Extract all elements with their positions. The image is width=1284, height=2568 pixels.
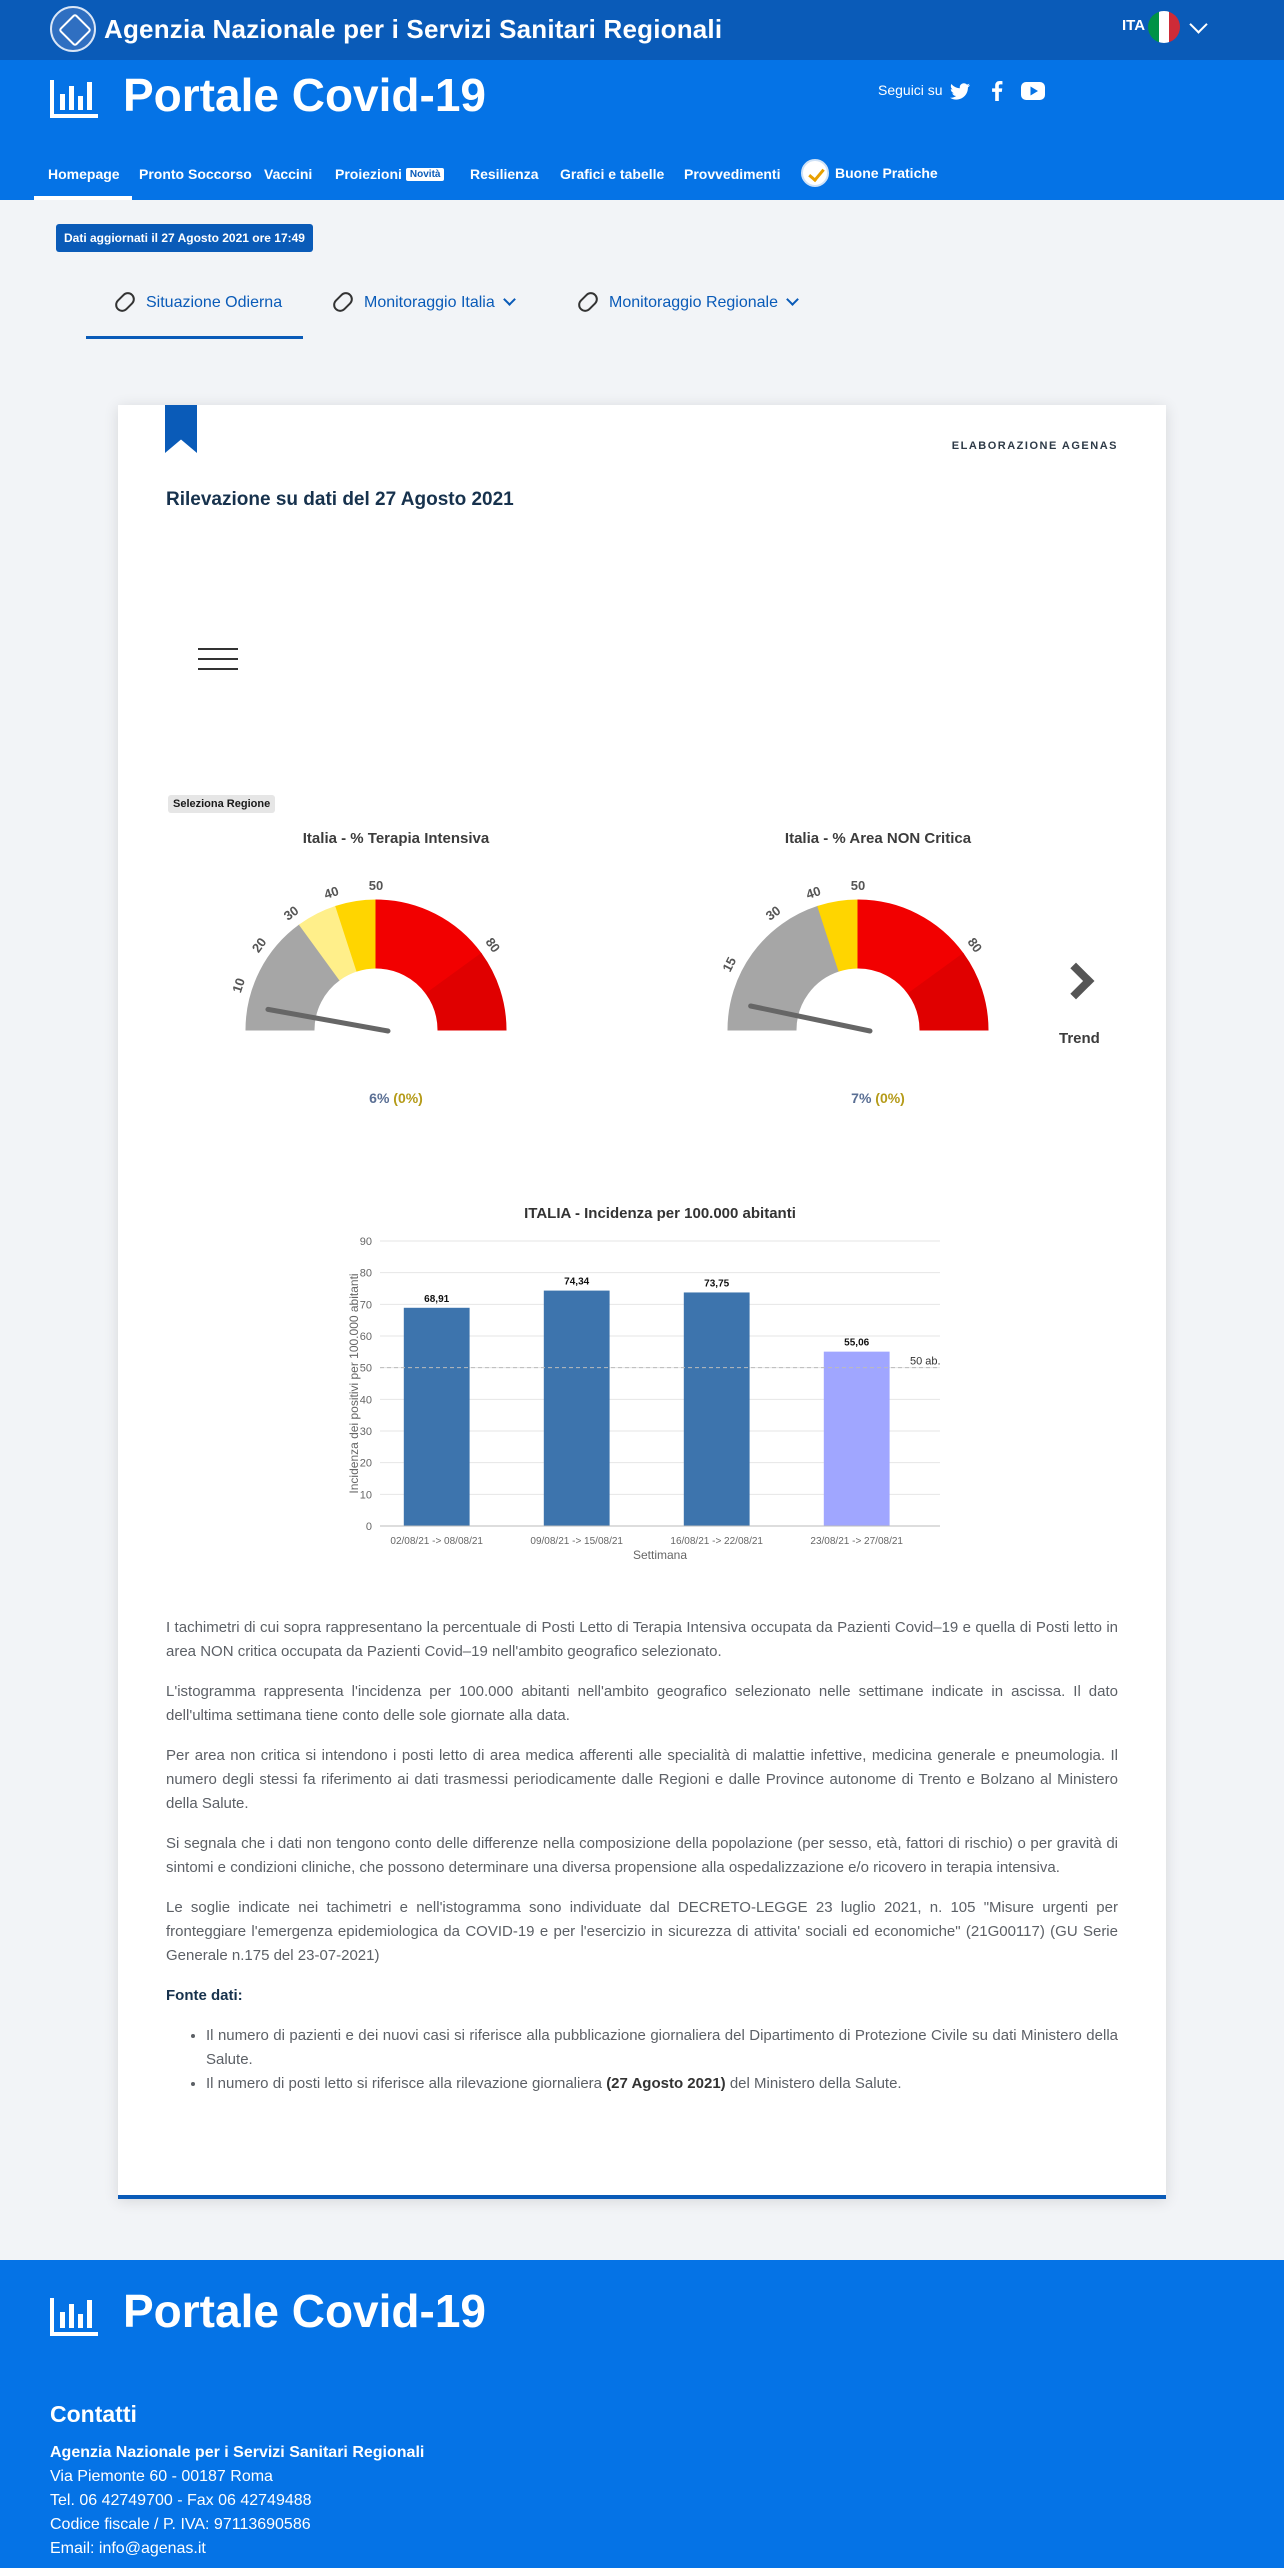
nav-vaccini[interactable]: Vaccini bbox=[264, 166, 313, 182]
gauge-delta: (0%) bbox=[875, 1090, 905, 1106]
gauge-tick-label: 80 bbox=[964, 934, 986, 956]
gauge-tick-label: 20 bbox=[248, 934, 270, 956]
gauge-value-terapia-intensiva bbox=[336, 1090, 456, 1106]
y-tick-label: 20 bbox=[359, 1457, 372, 1470]
tab-label: Monitoraggio Italia bbox=[364, 294, 495, 311]
x-tick-label: 23/08/21 -> 27/08/21 bbox=[810, 1536, 903, 1547]
nav-buone-pratiche-label: Buone Pratiche bbox=[835, 165, 938, 181]
incidence-bar-chart bbox=[338, 1198, 958, 1573]
y-tick-label: 40 bbox=[359, 1394, 372, 1407]
trend-link[interactable]: Trend bbox=[1059, 1030, 1100, 1047]
tab-situazione-odierna[interactable] bbox=[114, 294, 282, 312]
bar-value-label: 55,06 bbox=[844, 1337, 870, 1349]
link-icon bbox=[330, 289, 355, 314]
x-tick-label: 02/08/21 -> 08/08/21 bbox=[390, 1536, 483, 1547]
footer-address: Via Piemonte 60 - 00187 Roma bbox=[50, 2468, 273, 2485]
nav-proiezioni[interactable] bbox=[335, 166, 444, 182]
y-tick-label: 60 bbox=[359, 1331, 372, 1343]
link-icon bbox=[112, 289, 137, 314]
bar bbox=[404, 1308, 470, 1526]
section-tabs bbox=[0, 280, 1284, 340]
x-tick-label: 09/08/21 -> 15/08/21 bbox=[530, 1536, 623, 1547]
y-tick-label: 70 bbox=[359, 1299, 372, 1312]
nav-resilienza[interactable]: Resilienza bbox=[470, 166, 539, 182]
select-region-button[interactable]: Seleziona Regione bbox=[168, 795, 275, 813]
new-badge: Novità bbox=[406, 168, 445, 181]
bar-chart-logo-icon bbox=[50, 80, 98, 118]
gauge-tick-label: 40 bbox=[804, 883, 823, 902]
language-label[interactable]: ITA bbox=[1122, 17, 1146, 34]
gauge-delta: (0%) bbox=[393, 1090, 423, 1106]
bar-chart-logo-icon bbox=[50, 2298, 98, 2336]
gauge-percent: 7% bbox=[851, 1090, 872, 1106]
nav-homepage[interactable]: Homepage bbox=[48, 166, 120, 182]
gauge-area-non-critica bbox=[698, 870, 1018, 1050]
portal-title[interactable]: Portale Covid-19 bbox=[123, 69, 486, 121]
y-tick-label: 0 bbox=[365, 1521, 372, 1533]
gauge-value-area-non-critica bbox=[818, 1090, 938, 1106]
tab-label: Situazione Odierna bbox=[146, 294, 283, 311]
source-heading: Fonte dati: bbox=[166, 1987, 243, 2004]
chevron-right-icon[interactable] bbox=[1058, 963, 1095, 1000]
description-p1: I tachimetri di cui sopra rappresentano la percentuale di Posti Letto di Terapia Intensiva occupata da Pazienti Covid–19 e quella di Posti letto in area NON critica occupata da Pazienti Covid–19 nell'ambito geografico selezionato. bbox=[166, 1619, 1118, 1660]
gauge-tick-label: 50 bbox=[850, 878, 866, 893]
gauge-tick-label: 80 bbox=[482, 934, 504, 956]
menu-icon[interactable] bbox=[198, 648, 238, 674]
last-updated-badge: Dati aggiornati il 27 Agosto 2021 ore 17:49 bbox=[56, 224, 313, 252]
y-axis-label: Incidenza dei positivi per 100.000 abitanti bbox=[347, 1273, 361, 1494]
survey-heading: Rilevazione su dati del 27 Agosto 2021 bbox=[166, 489, 514, 510]
main-nav bbox=[0, 160, 1284, 200]
source-item-2-date: (27 Agosto 2021) bbox=[606, 2075, 726, 2092]
chart-title: ITALIA - Incidenza per 100.000 abitanti bbox=[524, 1205, 796, 1222]
contacts-heading: Contatti bbox=[50, 2401, 137, 2427]
chevron-down-icon bbox=[786, 293, 799, 306]
source-item-2 bbox=[206, 2072, 1118, 2096]
bar bbox=[824, 1352, 890, 1526]
site-header bbox=[0, 60, 1284, 200]
bookmark-icon bbox=[165, 405, 197, 453]
nav-pronto-soccorso[interactable]: Pronto Soccorso bbox=[139, 166, 252, 182]
y-tick-label: 30 bbox=[359, 1426, 372, 1438]
bar-value-label: 74,34 bbox=[564, 1276, 590, 1288]
description-p2: L'istogramma rappresenta l'incidenza per 100.000 abitanti nell'ambito geografico selezionato nelle settimane indicate in ascissa. Il dato dell'ultima settimana tiene conto delle sole giornate alla data. bbox=[166, 1683, 1118, 1724]
x-axis-label: Settimana bbox=[632, 1548, 688, 1562]
chevron-down-icon bbox=[503, 293, 516, 306]
facebook-icon[interactable] bbox=[985, 80, 1009, 102]
bar-value-label: 68,91 bbox=[424, 1293, 450, 1305]
gauge-tick-label: 40 bbox=[322, 883, 341, 902]
source-item-2-pre: Il numero di posti letto si riferisce alla rilevazione giornaliera bbox=[206, 2075, 607, 2092]
description-p3: Per area non critica si intendono i posti letto di area medica afferenti alle specialità di malattie infettive, medicina generale e pneumologia. Il numero degli stessi fa riferimento ai dati trasmessi periodicamente dalle Regioni e dalle Province autonome di Trento e Bolzano al Ministero della Salute. bbox=[166, 1747, 1118, 1812]
footer-portal-title[interactable]: Portale Covid-19 bbox=[123, 2285, 486, 2337]
gauge-percent: 6% bbox=[369, 1090, 390, 1106]
gauge-tick-label: 30 bbox=[762, 902, 784, 924]
description-p5: Le soglie indicate nei tachimetri e nell'istogramma sono individuate dal DECRETO-LEGGE 23 luglio 2021, n. 105 "Misure urgenti per fronteggiare l'emergenza epidemiologica da COVID-19 e per l'esercizio in sicurezza di attivita' sociali ed economiche" (21G00117) (GU Serie Generale n.175 del 23-07-2021) bbox=[166, 1899, 1118, 1964]
bar-value-label: 73,75 bbox=[704, 1278, 730, 1290]
nav-buone-pratiche[interactable] bbox=[801, 159, 938, 187]
description bbox=[166, 1616, 1118, 2096]
x-tick-label: 16/08/21 -> 22/08/21 bbox=[670, 1536, 763, 1547]
top-bar bbox=[0, 0, 1284, 60]
footer-org: Agenzia Nazionale per i Servizi Sanitari Regionali bbox=[50, 2444, 425, 2461]
source-item-1: • Il numero di pazienti e dei nuovi casi si riferisce alla pubblicazione giornaliera del Dipartimento di Protezione Civile su dati Ministero della Salute. bbox=[206, 2024, 1118, 2072]
source-label: ELABORAZIONE AGENAS bbox=[951, 440, 1118, 452]
agency-name[interactable]: Agenzia Nazionale per i Servizi Sanitari Regionali bbox=[104, 14, 723, 44]
nav-grafici-tabelle[interactable]: Grafici e tabelle bbox=[560, 166, 665, 182]
gauge-tick-label: 50 bbox=[368, 878, 384, 893]
twitter-icon[interactable] bbox=[948, 80, 972, 102]
threshold-label: 50 ab. bbox=[910, 1355, 941, 1368]
site-footer bbox=[0, 2260, 1284, 2568]
tab-monitoraggio-regionale[interactable] bbox=[577, 294, 797, 312]
italian-flag-icon[interactable] bbox=[1148, 11, 1180, 43]
footer-fiscal-code: Codice fiscale / P. IVA: 97113690586 bbox=[50, 2516, 311, 2533]
bar bbox=[684, 1292, 750, 1526]
tab-monitoraggio-italia[interactable] bbox=[332, 294, 514, 312]
follow-us-label: Seguici su bbox=[878, 82, 943, 98]
tab-label: Monitoraggio Regionale bbox=[609, 294, 778, 311]
source-list bbox=[206, 2024, 1118, 2096]
nav-proiezioni-label: Proiezioni bbox=[335, 166, 402, 182]
source-item-2-post: del Ministero della Salute. bbox=[725, 2075, 902, 2092]
y-tick-label: 10 bbox=[359, 1489, 372, 1502]
gauge-tick-label: 30 bbox=[280, 902, 302, 924]
gauge-tick-label: 15 bbox=[719, 954, 740, 975]
card-bottom-border bbox=[118, 2195, 1166, 2199]
bar bbox=[544, 1291, 610, 1526]
y-tick-label: 90 bbox=[359, 1236, 372, 1248]
y-tick-label: 50 bbox=[359, 1362, 372, 1375]
gauge-tick-label: 10 bbox=[229, 976, 248, 995]
link-icon bbox=[575, 289, 600, 314]
republic-emblem-icon bbox=[50, 6, 96, 52]
gauge-title-area-non-critica: Italia - % Area NON Critica bbox=[784, 830, 972, 847]
y-tick-label: 80 bbox=[359, 1267, 372, 1280]
youtube-icon[interactable] bbox=[1020, 80, 1046, 102]
nav-active-indicator bbox=[34, 196, 132, 200]
chevron-down-icon[interactable] bbox=[1189, 15, 1207, 33]
gauge-terapia-intensiva bbox=[216, 870, 536, 1050]
footer-email[interactable]: Email: info@agenas.it bbox=[50, 2540, 206, 2557]
nav-provvedimenti[interactable]: Provvedimenti bbox=[684, 166, 781, 182]
tab-active-indicator bbox=[86, 336, 303, 339]
check-badge-icon bbox=[801, 159, 829, 187]
description-p4: Si segnala che i dati non tengono conto delle differenze nella composizione della popolazione (per sesso, età, fattori di rischio) o per gravità di sintomi e condizioni cliniche, che possono determinare una diversa propensione alla ospedalizzazione e/o ricovero in terapia intensiva. bbox=[166, 1835, 1118, 1876]
gauge-title-terapia-intensiva: Italia - % Terapia Intensiva bbox=[302, 830, 490, 847]
footer-phone: Tel. 06 42749700 - Fax 06 42749488 bbox=[50, 2492, 312, 2509]
